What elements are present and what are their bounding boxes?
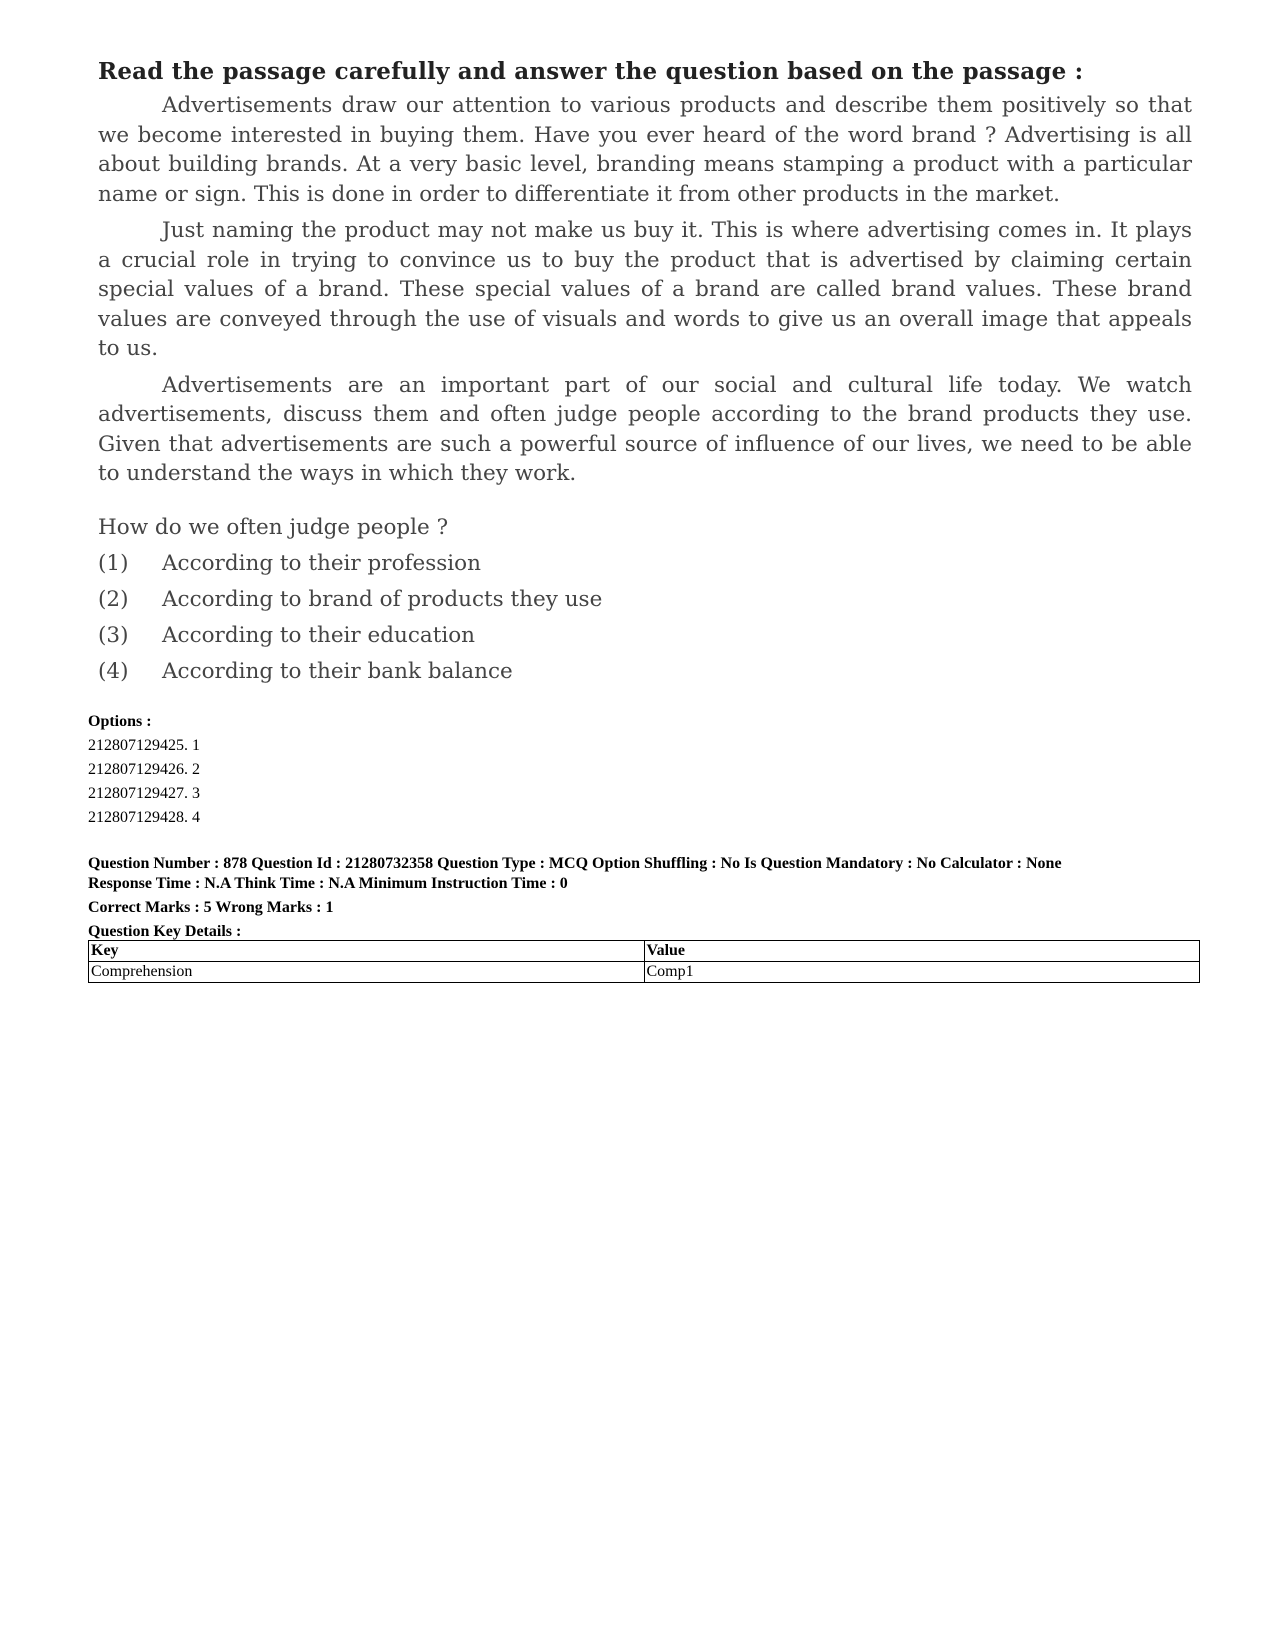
passage-paragraph-1: Advertisements draw our attention to various products and describe them positively so that we become interested in buying them. Have you ever heard of the word brand ? Advertising is all about building brands. At a very basic level, branding means stamping a product with a particular name or sign. This is done in order to differentiate it from other products in the market. bbox=[98, 93, 1192, 207]
option-id-3: 212807129427. 3 bbox=[88, 785, 200, 802]
choice-3 bbox=[98, 618, 1200, 654]
passage-heading: Read the passage carefully and answer the question based on the passage : bbox=[98, 58, 1084, 85]
option-id-1: 212807129425. 1 bbox=[88, 737, 200, 754]
cell-value: Comp1 bbox=[644, 962, 1200, 983]
choice-number: (1) bbox=[98, 551, 129, 576]
choice-text: According to their bank balance bbox=[162, 659, 513, 684]
table-header-row bbox=[89, 941, 1200, 962]
question-info bbox=[88, 854, 1198, 942]
choice-text: According to brand of products they use bbox=[162, 587, 603, 612]
choice-text: According to their education bbox=[162, 623, 476, 648]
cell-key: Comprehension bbox=[89, 962, 645, 983]
choice-4 bbox=[98, 654, 1200, 690]
choice-number: (2) bbox=[98, 587, 129, 612]
marks-line: Correct Marks : 5 Wrong Marks : 1 bbox=[88, 899, 334, 916]
header-key: Key bbox=[89, 941, 645, 962]
choice-1 bbox=[98, 546, 1200, 582]
options-block bbox=[88, 710, 200, 830]
header-value: Value bbox=[644, 941, 1200, 962]
passage-image bbox=[90, 58, 1200, 690]
options-label: Options : bbox=[88, 713, 152, 730]
passage-paragraph-2: Just naming the product may not make us buy it. This is where advertising comes in. It plays a crucial role in trying to convince us to buy the product that is advertised by claiming certain special values of a brand. These special values of a brand are called brand values. These brand values are conveyed through the use of visuals and words to give us an overall image that appeals to us. bbox=[98, 218, 1192, 361]
question-text: How do we often judge people ? bbox=[98, 514, 449, 540]
passage-paragraph-3: Advertisements are an important part of our social and cultural life today. We watch advertisements, discuss them and often judge people according to the brand products they use. Given that advertisements are such a powerful source of influence of our lives, we need to be able to understand the ways in which they work. bbox=[98, 372, 1192, 486]
key-details-table bbox=[88, 940, 1200, 983]
table-row bbox=[89, 962, 1200, 983]
question-info-line-2: Response Time : N.A Think Time : N.A Minimum Instruction Time : 0 bbox=[88, 875, 568, 892]
question-info-line-1: Question Number : 878 Question Id : 21280732358 Question Type : MCQ Option Shuffling : No Is Question Mandatory : No Calculator : None bbox=[88, 855, 1062, 872]
choice-number: (3) bbox=[98, 623, 129, 648]
option-id-2: 212807129426. 2 bbox=[88, 761, 200, 778]
choice-number: (4) bbox=[98, 659, 129, 684]
choice-text: According to their profession bbox=[162, 551, 481, 576]
key-details-label: Question Key Details : bbox=[88, 923, 242, 940]
choice-2 bbox=[98, 582, 1200, 618]
option-id-4: 212807129428. 4 bbox=[88, 809, 200, 826]
